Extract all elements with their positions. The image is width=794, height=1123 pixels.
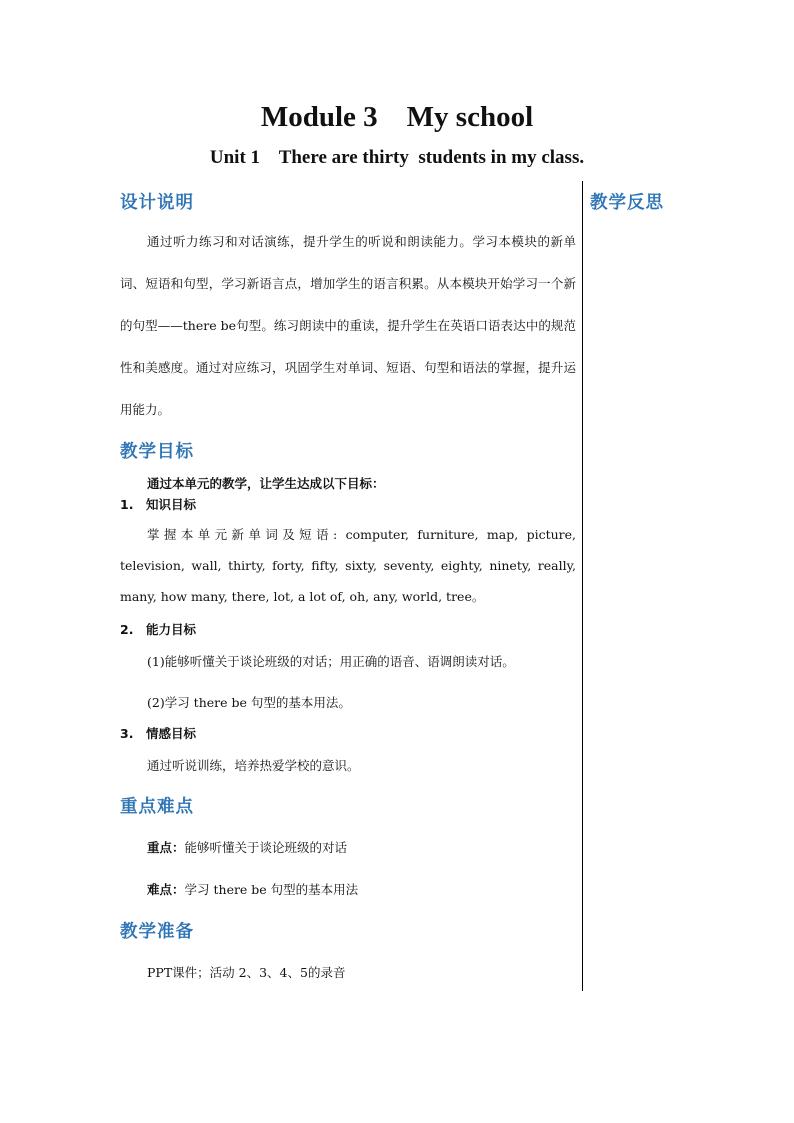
difficult-point-label: 难点：: [147, 882, 185, 897]
unit-subtitle: Unit 1 There are thirty students in my class.: [209, 147, 585, 168]
goal-item-3: [120, 724, 196, 742]
key-point: [147, 838, 347, 856]
goal-item-label: 能力目标: [146, 622, 197, 637]
reflection-heading: 教学反思: [590, 193, 664, 213]
ability-goal-sub2: (2)学习 there be 句型的基本用法。: [147, 695, 351, 710]
prep-text: PPT课件；活动 2、3、4、5的录音: [147, 965, 346, 980]
goal-item-number: 1.: [120, 497, 134, 512]
goal-item-2: [120, 620, 196, 638]
goal-item-1: [120, 495, 196, 513]
ability-goal-sub1: (1)能够听懂关于谈论班级的对话；用正确的语音、语调朗读对话。: [147, 654, 515, 669]
goal-item-label: 知识目标: [146, 497, 197, 512]
key-point-text: 能够听懂关于谈论班级的对话: [184, 840, 348, 855]
design-heading: 设计说明: [120, 193, 194, 213]
column-divider: [582, 181, 583, 991]
module-title: Module 3 My school: [260, 101, 534, 133]
goals-heading: 教学目标: [120, 442, 194, 462]
prep-heading: 教学准备: [120, 922, 194, 942]
knowledge-goal-text: 掌握本单元新单词及短语: computer, furniture, map, picture, television, wall, thirty, forty, fifty, sixty, seventy, eighty, ninety, really, many, how many, there, lot, a lot of, oh, any, world, tree。: [120, 527, 576, 604]
goal-item-number: 3.: [120, 726, 134, 741]
difficult-point-text: 学习 there be 句型的基本用法: [184, 882, 359, 897]
key-point-label: 重点：: [147, 840, 185, 855]
goal-item-label: 情感目标: [146, 726, 197, 741]
emotion-goal-text: 通过听说训练，培养热爱学校的意识。: [147, 758, 360, 773]
goals-intro: 通过本单元的教学，让学生达成以下目标：: [147, 476, 385, 491]
design-paragraph: 通过听力练习和对话演练，提升学生的听说和朗读能力。学习本模块的新单词、短语和句型，学习新语言点，增加学生的语言积累。从本模块开始学习一个新的句型——there be句型。练习朗读中的重读，提升学生在英语口语表达中的规范性和美感度。通过对应练习，巩固学生对单词、短语、句型和语法的掌握，提升运用能力。: [120, 234, 576, 417]
difficult-point: [147, 880, 358, 898]
goal-item-number: 2.: [120, 622, 134, 637]
keypoints-heading: 重点难点: [120, 797, 194, 817]
